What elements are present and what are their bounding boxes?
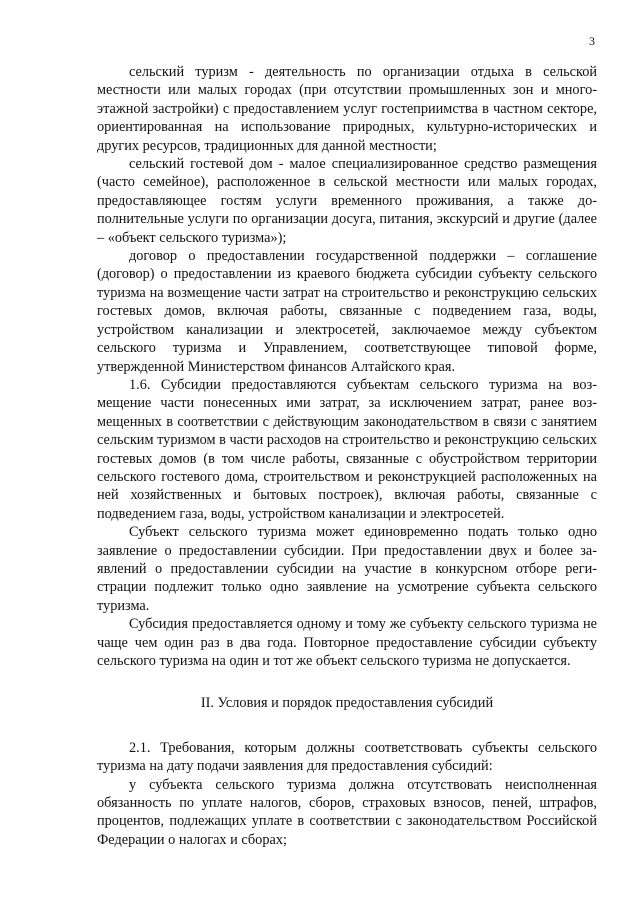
definition-guest-house: сельский гостевой дом - малое специализированное средство размещения (часто семейное), расположенное в сельской местности или малых городах, предоставляющее гостям услуги временного проживания, а также дополнительные услуги по организации досуга, питания, экскурсий и другие (далее – «объект сельского туризма»);: [97, 156, 597, 246]
subsidy-frequency-rule: Субсидия предоставляется одному и тому же субъекту сельского туризма не чаще чем один раз в два года. Повторное предоставление субсидии субъекту сельского туризма на один и тот же объект сельского туризма не допускается.: [97, 616, 597, 669]
definition-rural-tourism: сельский туризм - деятельность по организации отдыха в сельской местности или малых городах (при отсутствии промышленных зон и многоэтажной застройки) с предоставлением услуг гостеприимства в частном секторе, ориентированная на использование природных, культурно-исторических и других ресурсов, традиционных для данной местности;: [97, 64, 597, 154]
document-body: [97, 63, 597, 849]
page-number: 3: [589, 34, 595, 48]
clause-1-6: 1.6. Субсидии предоставляются субъектам сельского туризма на возмещение части понесенных ими затрат, за исключением затрат, ранее возмещенных в соответствии с действующим законодательством в связи с занятием сельским туризмом в части расходов на строительство и реконструкцию сельских гостевых домов (в том числе работы, связанные с обустройством территории сельского гостевого дома, строительством и реконструкцией расположенных на ней хозяйственных и бытовых построек), включая работы, связанные с подведением газа, воды, устройством канализации и электросетей.: [97, 376, 597, 522]
clause-2-1: 2.1. Требования, которым должны соответствовать субъекты сельского туризма на дату подачи заявления для предоставления субсидий:: [97, 739, 597, 775]
definition-support-agreement: договор о предоставлении государственной поддержки – соглашение (договор) о предоставлении из краевого бюджета субсидии субъекту сельского туризма на возмещение части затрат на строительство и реконструкцию сельских гостевых домов, включая работы, связанные с подведением газа, воды, устройством канализации и электросетей, заключаемое между субъектом сельского туризма и Управлением, соответствующее типовой форме, утвержденной Министерством финансов Алтайского края.: [97, 248, 597, 375]
tax-obligation-requirement: у субъекта сельского туризма должна отсутствовать неисполненная обязанность по уплате налогов, сборов, страховых взносов, пеней, штрафов, процентов, подлежащих уплате в соответствии с законодательством Российской Федерации о налогах и сборах;: [97, 776, 597, 848]
section-heading: II. Условия и порядок предоставления субсидий: [200, 695, 494, 712]
single-application-rule: Субъект сельского туризма может единовременно подать только одно заявление о предоставлении субсидии. При предоставлении двух и более заявлений о предоставлении субсидии на участие в конкурсном отборе регистрации подлежит только одно заявление на усмотрение субъекта сельского туризма.: [97, 524, 597, 614]
